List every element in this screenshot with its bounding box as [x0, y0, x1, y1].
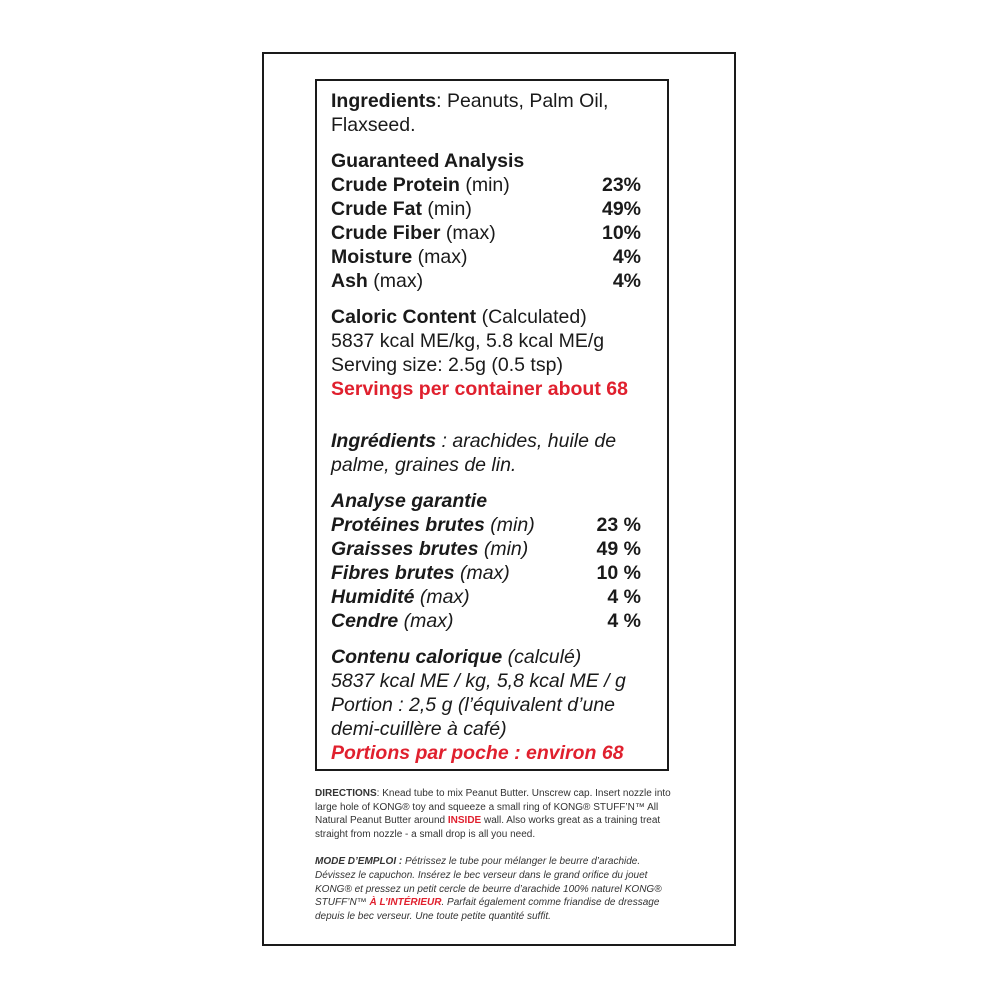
analysis-row-fr: Protéines brutes (min) 23 % [331, 514, 641, 536]
analysis-row-en: Crude Fat (min) 49% [331, 198, 641, 220]
serving-size-en: Serving size: 2.5g (0.5 tsp) [331, 354, 563, 376]
directions-fr: MODE D’EMPLOI : Pétrissez le tube pour mélanger le beurre d’arachide. Dévissez le capuchon. Insérez le bec verseur dans le grand orifice du jouet KONG® et pressez un petit cercle de beurre d’arachide 100% naturel KONG® STUFF’N™ À L’INTÉRIEUR. Parfait également comme friandise de dressage depuis le bec verseur. Une toute petite quantité suffit. [315, 856, 662, 922]
analysis-row-fr: Humidité (max) 4 % [331, 586, 641, 608]
analysis-row-en: Crude Fiber (max) 10% [331, 222, 641, 244]
analysis-title-fr: Analyse garantie [331, 490, 488, 512]
portion-fr-line1: Portion : 2,5 g (l’équivalent d’une [331, 694, 616, 716]
caloric-values-en: 5837 kcal ME/kg, 5.8 kcal ME/g [331, 330, 605, 352]
analysis-row-en: Moisture (max) 4% [331, 246, 641, 268]
analysis-row-fr: Graisses brutes (min) 49 % [331, 538, 641, 560]
portion-fr-line2: demi-cuillère à café) [331, 718, 507, 740]
caloric-values-fr: 5837 kcal ME / kg, 5,8 kcal ME / g [331, 670, 626, 692]
caloric-title-fr: Contenu calorique (calculé) [331, 646, 582, 668]
caloric-title-en: Caloric Content (Calculated) [331, 306, 587, 328]
ingredients-fr-line2: palme, graines de lin. [331, 454, 517, 476]
analysis-row-fr: Cendre (max) 4 % [331, 610, 641, 632]
directions-block [315, 787, 675, 923]
analysis-title-en: Guaranteed Analysis [331, 150, 525, 172]
analysis-row-fr: Fibres brutes (max) 10 % [331, 562, 641, 584]
nutrition-panel [315, 79, 669, 771]
servings-per-container-en: Servings per container about 68 [331, 378, 628, 400]
ingredients-en-line2: Flaxseed. [331, 114, 416, 136]
ingredients-en-line1: Ingredients: Peanuts, Palm Oil, [331, 90, 609, 112]
analysis-table-fr [331, 513, 641, 633]
portions-per-pouch-fr: Portions par poche : environ 68 [331, 742, 624, 764]
analysis-row-en: Ash (max) 4% [331, 270, 641, 292]
analysis-table-en [331, 173, 641, 293]
ingredients-fr-line1: Ingrédients : arachides, huile de [331, 430, 617, 452]
directions-en: DIRECTIONS: Knead tube to mix Peanut Butter. Unscrew cap. Insert nozzle into large hole of KONG® toy and squeeze a small ring of KONG® STUFF’N™ All Natural Peanut Butter around INSIDE wall. Also works great as a training treat straight from nozzle - a small drop is all you need. [315, 788, 671, 840]
analysis-row-en: Crude Protein (min) 23% [331, 174, 641, 196]
